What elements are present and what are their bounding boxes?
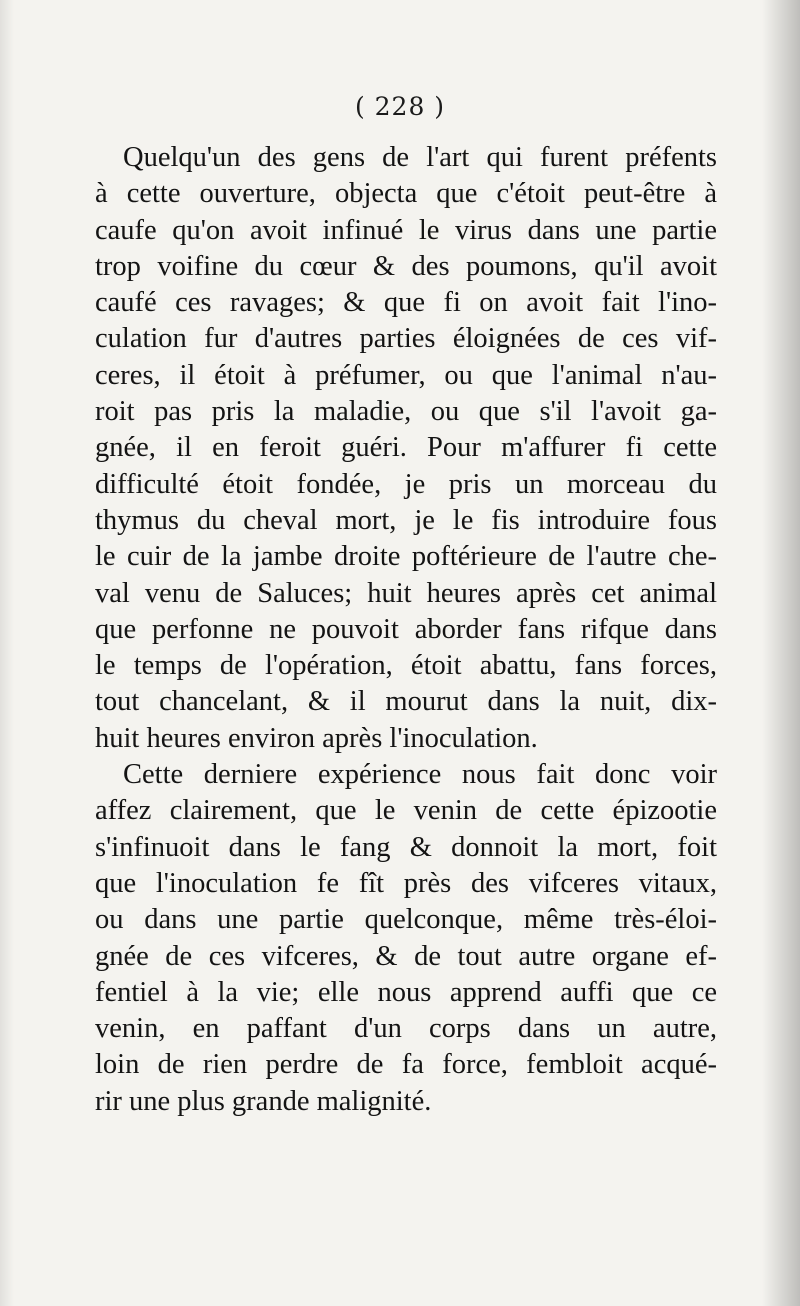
text-line: gnée de ces vifceres, & de tout autre organe ef- [95,940,717,972]
text-line: venin, en paffant d'un corps dans un autre, [95,1013,717,1045]
page-edge-shadow-left [0,0,14,1306]
text-line: ou dans une partie quelconque, même très-éloi- [95,904,717,936]
text-line: huit heures environ après l'inoculation. [95,722,538,754]
text-line: affez clairement, que le venin de cette épizootie [95,795,717,827]
text-line: loin de rien perdre de fa force, fembloit acqué- [95,1049,717,1081]
text-line: gnée, il en feroit guéri. Pour m'affurer fi cette [95,432,717,464]
text-line: difficulté étoit fondée, je pris un morceau du [95,468,717,500]
text-line: Cette derniere expérience nous fait donc voir [123,759,717,791]
text-line: Quelqu'un des gens de l'art qui furent préfents [123,142,717,173]
text-line: caufé ces ravages; & que fi on avoit fait l'ino- [95,287,717,319]
text-line: rir une plus grande malignité. [95,1085,432,1117]
text-line: le cuir de la jambe droite poftérieure de l'autre che- [95,541,717,573]
body-text [95,140,717,1120]
text-line: roit pas pris la maladie, ou que s'il l'avoit ga- [95,396,717,428]
paragraph-2 [95,757,717,1120]
page-edge-shadow-right [762,0,800,1306]
text-line: culation fur d'autres parties éloignées de ces vif- [95,323,717,355]
text-line: val venu de Saluces; huit heures après cet animal [95,577,717,609]
text-line: caufe qu'on avoit infinué le virus dans une partie [95,214,717,246]
text-line: que perfonne ne pouvoit aborder fans rifque dans [95,613,717,645]
paragraph-1 [95,140,717,757]
text-line: trop voifine du cœur & des poumons, qu'il avoit [95,250,717,282]
text-line: s'infinuoit dans le fang & donnoit la mort, foit [95,831,717,863]
text-line: à cette ouverture, objecta que c'étoit peut-être à [95,178,717,210]
page-number: ( 228 ) [354,92,446,121]
text-line: fentiel à la vie; elle nous apprend auffi que ce [95,976,717,1008]
text-line: tout chancelant, & il mourut dans la nuit, dix- [95,686,717,718]
text-line: le temps de l'opération, étoit abattu, fans forces, [95,650,717,682]
text-line: que l'inoculation fe fît près des vifceres vitaux, [95,867,717,899]
text-line: thymus du cheval mort, je le fis introduire fous [95,504,717,536]
text-line: ceres, il étoit à préfumer, ou que l'animal n'au- [95,359,717,391]
